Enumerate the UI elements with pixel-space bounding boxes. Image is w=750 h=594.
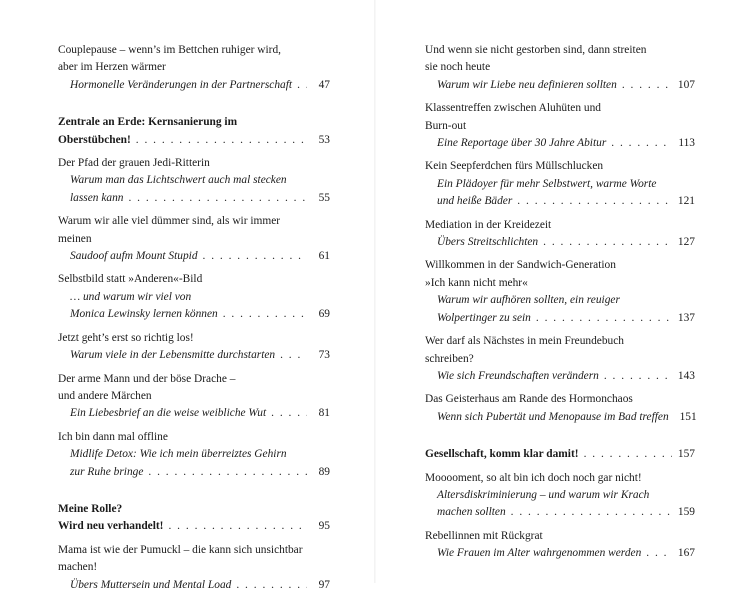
entry-leader-line	[425, 135, 695, 152]
toc-entry[interactable]	[58, 271, 330, 323]
entry-leader-line	[425, 545, 695, 562]
right-page	[425, 42, 695, 563]
entry-leader-line	[58, 347, 330, 364]
entry-title: und andere Märchen	[58, 389, 152, 402]
entry-title: Rebellinnen mit Rückgrat	[425, 529, 543, 542]
toc-entry[interactable]	[58, 42, 330, 94]
entry-leader-line	[425, 310, 695, 327]
page-number: 157	[677, 448, 695, 461]
entry-title: Jetzt geht’s erst so richtig los!	[58, 331, 194, 344]
entry-leader-line	[58, 248, 330, 265]
dot-leader	[148, 464, 307, 481]
entry-subtitle: … und warum wir viel von	[70, 290, 192, 303]
left-page	[58, 42, 330, 594]
section-title: Zentrale an Erde: Kernsanierung im	[58, 116, 238, 129]
entry-subtitle: Wenn sich Pubertät und Menopause im Bad treffen	[437, 410, 669, 423]
toc-entry[interactable]	[58, 213, 330, 265]
entry-title: Burn-out	[425, 119, 467, 132]
toc-entry[interactable]	[58, 542, 330, 594]
dot-leader	[236, 577, 307, 594]
toc-entry[interactable]	[425, 42, 695, 94]
dot-leader	[604, 368, 672, 385]
dot-leader	[223, 306, 307, 323]
entry-title: Mediation in der Kreidezeit	[425, 218, 552, 231]
section-title: Meine Rolle?	[58, 502, 123, 515]
entry-subtitle: Warum viele in der Lebensmitte durchstarten	[70, 349, 276, 362]
entry-leader-line	[425, 409, 695, 426]
entry-title: Couplepause – wenn’s im Bettchen ruhiger wird,	[58, 44, 282, 56]
page-number: 151	[679, 410, 697, 423]
page-number: 137	[677, 311, 695, 324]
entry-title: aber im Herzen wärmer	[58, 61, 166, 74]
entry-subtitle: Warum wir aufhören sollten, ein reuiger	[437, 294, 620, 307]
dot-leader	[271, 405, 307, 422]
entry-title: Mama ist wie der Pumuckl – die kann sich unsichtbar	[58, 543, 303, 556]
page-number: 55	[318, 191, 330, 204]
page-number: 143	[677, 369, 695, 382]
entry-leader-line	[425, 446, 695, 463]
page-number: 167	[677, 547, 695, 560]
entry-subtitle: Ein Liebesbrief an die weise weibliche Wut	[70, 407, 267, 420]
entry-subtitle: Übers Muttersein und Mental Load	[70, 578, 232, 591]
page-number: 95	[318, 520, 330, 533]
entry-leader-line	[58, 405, 330, 422]
toc-section-heading[interactable]	[58, 501, 330, 536]
entry-subtitle: Altersdiskriminierung – und warum wir Krach	[437, 488, 650, 501]
page-number: 107	[677, 78, 695, 91]
entry-subtitle: zur Ruhe bringe	[70, 465, 144, 478]
dot-leader	[622, 77, 672, 94]
entry-subtitle: Übers Streitschlichten	[437, 236, 539, 249]
entry-leader-line	[425, 504, 695, 521]
entry-subtitle: Monica Lewinsky lernen können	[70, 308, 218, 321]
toc-entry[interactable]	[425, 158, 695, 210]
entry-subtitle: Wie sich Freundschaften verändern	[437, 369, 599, 382]
entry-title: sie noch heute	[425, 61, 491, 74]
dot-leader	[611, 135, 672, 152]
dot-leader	[136, 132, 307, 149]
dot-leader	[517, 193, 672, 210]
entry-leader-line	[58, 132, 330, 149]
toc-entry[interactable]	[58, 330, 330, 365]
entry-leader-line	[425, 77, 695, 94]
toc-section-heading[interactable]	[425, 446, 695, 463]
dot-leader	[203, 248, 307, 265]
toc-section-heading[interactable]	[58, 114, 330, 149]
page-number: 97	[318, 578, 330, 591]
entry-leader-line	[58, 190, 330, 207]
toc-entry[interactable]	[425, 217, 695, 252]
dot-leader	[168, 518, 307, 535]
entry-title: Mooooment, so alt bin ich doch noch gar nicht!	[425, 471, 642, 484]
page-number: 127	[677, 236, 695, 249]
entry-leader-line	[58, 464, 330, 481]
entry-title: Das Geisterhaus am Rande des Hormonchaos	[425, 393, 633, 406]
entry-subtitle: Wolpertinger zu sein	[437, 311, 531, 324]
page-number: 69	[318, 308, 330, 321]
dot-leader	[543, 234, 672, 251]
entry-leader-line	[425, 368, 695, 385]
toc-entry[interactable]	[58, 371, 330, 423]
entry-leader-line	[425, 234, 695, 251]
entry-subtitle: Midlife Detox: Wie ich mein überreiztes Gehirn	[70, 448, 287, 461]
section-title: Wird neu verhandelt!	[58, 520, 164, 533]
dot-leader	[646, 545, 672, 562]
section-title: Oberstübchen!	[58, 133, 131, 146]
toc-entry[interactable]	[58, 155, 330, 207]
entry-leader-line	[58, 306, 330, 323]
entry-leader-line	[58, 77, 330, 94]
dot-leader	[280, 347, 307, 364]
dot-leader	[297, 77, 307, 94]
page-number: 113	[678, 137, 695, 150]
entry-title: meinen	[58, 232, 92, 245]
entry-title: »Ich kann nicht mehr«	[425, 276, 528, 289]
entry-subtitle: machen sollten	[437, 506, 506, 519]
page-number: 61	[318, 250, 330, 263]
page-number: 81	[318, 407, 330, 420]
toc-entry[interactable]	[425, 100, 695, 152]
toc-entry[interactable]	[425, 528, 695, 563]
page-number: 121	[677, 195, 695, 208]
entry-subtitle: Eine Reportage über 30 Jahre Abitur	[437, 137, 607, 150]
entry-title: Warum wir alle viel dümmer sind, als wir immer	[58, 215, 281, 228]
entry-title: Ich bin dann mal offline	[58, 430, 168, 443]
entry-subtitle: und heiße Bäder	[437, 195, 513, 208]
entry-title: Willkommen in der Sandwich-Generation	[425, 259, 616, 272]
entry-title: Der Pfad der grauen Jedi-Ritterin	[58, 157, 210, 170]
dot-leader	[584, 446, 672, 463]
toc-entry[interactable]	[425, 391, 695, 426]
dot-leader	[511, 504, 672, 521]
toc-entry[interactable]	[425, 333, 695, 385]
entry-title: Kein Seepferdchen fürs Müllschlucken	[425, 160, 604, 173]
page-number: 73	[318, 349, 330, 362]
section-title: Gesellschaft, komm klar damit!	[425, 448, 579, 461]
toc-entry[interactable]	[425, 470, 695, 522]
book-gutter	[374, 0, 376, 583]
toc-entry[interactable]	[425, 257, 695, 327]
entry-subtitle: Wie Frauen im Alter wahrgenommen werden	[437, 547, 642, 560]
page-number: 47	[318, 78, 330, 91]
entry-leader-line	[58, 577, 330, 594]
entry-title: machen!	[58, 561, 98, 574]
entry-title: Selbstbild statt »Anderen«-Bild	[58, 273, 203, 286]
entry-title: schreiben?	[425, 352, 474, 365]
dot-leader	[536, 310, 672, 327]
entry-subtitle: lassen kann	[70, 191, 124, 204]
entry-subtitle: Warum wir Liebe neu definieren sollten	[437, 78, 617, 91]
entry-title: Wer darf als Nächstes in mein Freundebuch	[425, 335, 624, 348]
page-number: 159	[677, 506, 695, 519]
page-number: 89	[318, 465, 330, 478]
entry-title: Und wenn sie nicht gestorben sind, dann streiten	[425, 44, 647, 56]
entry-title: Klassentreffen zwischen Aluhüten und	[425, 102, 601, 115]
entry-leader-line	[58, 518, 330, 535]
page-number: 53	[318, 133, 330, 146]
dot-leader	[128, 190, 307, 207]
entry-subtitle: Saudoof aufm Mount Stupid	[70, 250, 198, 263]
entry-subtitle: Hormonelle Veränderungen in der Partnerschaft	[70, 78, 293, 91]
toc-entry[interactable]	[58, 429, 330, 481]
entry-subtitle: Ein Plädoyer für mehr Selbstwert, warme Worte	[437, 177, 657, 190]
entry-subtitle: Warum man das Lichtschwert auch mal stecken	[70, 174, 287, 187]
entry-title: Der arme Mann und der böse Drache –	[58, 372, 236, 385]
entry-leader-line	[425, 193, 695, 210]
